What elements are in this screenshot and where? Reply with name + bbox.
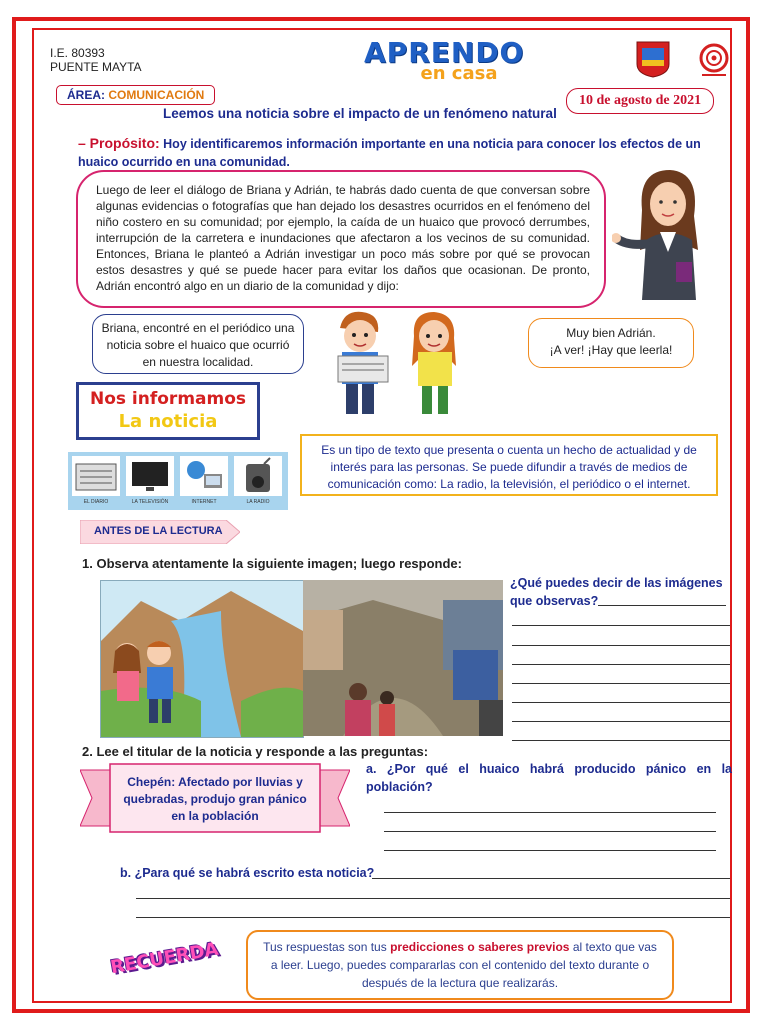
question-1-prompt: ¿Qué puedes decir de las imágenes que observas? [510, 576, 723, 608]
answer-line-2a-1[interactable] [384, 812, 716, 813]
adrian-speech-text: Briana, encontré en el periódico una noticia sobre el huaico que ocurrió en nuestra localidad. [101, 321, 295, 369]
answer-line-2a-3[interactable] [384, 850, 716, 851]
headline-banner [80, 762, 350, 834]
briana-speech-line-2: ¡A ver! ¡Hay que leerla! [549, 343, 673, 357]
kids-reading-illustration [326, 306, 476, 418]
answer-line-1b[interactable] [512, 625, 730, 626]
kids-waterfall-image [100, 580, 304, 738]
answer-line-1g[interactable] [512, 721, 730, 722]
purpose-label: – Propósito: [78, 135, 160, 151]
answer-line-1f[interactable] [512, 702, 730, 703]
media-label-tv: LA TELEVISIÓN [131, 499, 169, 505]
antes-label: ANTES DE LA LECTURA [94, 525, 223, 537]
question-1: 1. Observa atentamente la siguiente imagen; luego responde: [82, 556, 462, 571]
question-2a: a. ¿Por qué el huaico habrá producido pánico en la población? [366, 762, 732, 794]
recuerda-tag: RECUERDA [109, 938, 221, 979]
definition-box [300, 434, 718, 496]
question-2b: b. ¿Para qué se habrá escrito esta noticia? [120, 866, 375, 880]
logo-word-1: APRENDO [364, 36, 525, 69]
answer-line-1c[interactable] [512, 645, 730, 646]
date-badge: 10 de agosto de 2021 [566, 88, 714, 114]
area-label: ÁREA: [67, 88, 105, 102]
answer-line-2b-2[interactable] [136, 898, 730, 899]
adrian-speech-bubble [92, 314, 304, 374]
intro-text: Luego de leer el diálogo de Briana y Adrián, te habrás dado cuenta de que conversan sobre algunas evidencias o fotografías que han dejado los desastres ocurridos en el fenómeno del niño costero en su comunidad; por ejemplo, la caída de un huaico que provocó derrumbes, interrupción de la carretera e inundaciones que afectaron a los vecinos de su comunidad. Entonces, Briana le planteó a Adrián investigar un poco más sobre por qué se provocan estos desastres y qué se puede hacer para evitar los daños que ocasionan. De pronto, Adrián encontró algo en un diario de la comunidad y dijo: [96, 183, 590, 293]
media-strip [68, 452, 288, 510]
huaico-photo [303, 580, 503, 736]
media-label-internet: INTERNET [191, 499, 217, 505]
media-label-radio: LA RADIO [246, 499, 270, 505]
intro-speech-bubble [76, 170, 606, 308]
definition-text: Es un tipo de texto que presenta o cuenta un hecho de actualidad y de interés para las personas. Se puede difundir a través de medios de comunicación como: La radio, la televisión, el periódico o el internet. [321, 443, 697, 491]
purpose-text: Hoy identificaremos información importante en una noticia para conocer los efectos de un huaico ocurrido en una comunidad. [78, 137, 701, 169]
internet-icon [180, 456, 228, 496]
answer-line-1d[interactable] [512, 664, 730, 665]
television-icon [126, 456, 174, 496]
school-code: I.E. 80393 [50, 46, 105, 60]
answer-line-1h[interactable] [512, 740, 730, 741]
answer-line-2b-3[interactable] [136, 917, 730, 918]
la-noticia-heading: La noticia [118, 411, 218, 432]
antes-banner [80, 520, 240, 544]
newspaper-icon [72, 456, 120, 496]
answer-line-2a-2[interactable] [384, 831, 716, 832]
aprendo-logo [364, 36, 525, 84]
briana-speech-bubble [528, 318, 694, 368]
recuerda-text-post: al texto que vas a leer. Luego, puedes compararlas con el contenido del texto durante o después de la lectura que realizarás. [270, 940, 657, 990]
recuerda-text-bold: predicciones o saberes previos [390, 940, 570, 954]
answer-line-2b-1[interactable] [372, 878, 730, 879]
recuerda-box [246, 930, 674, 1000]
answer-line-1e[interactable] [512, 683, 730, 684]
briana-speech-line-1: Muy bien Adrián. [566, 326, 656, 340]
logo-word-2: en casa [420, 63, 498, 84]
teacher-illustration [612, 160, 722, 300]
school-info [50, 46, 142, 74]
headline-text: Chepén: Afectado por lluvias y quebradas, produjo gran pánico en la población [123, 775, 307, 823]
regional-crest-icon [635, 40, 671, 78]
answer-line-1a[interactable] [598, 605, 726, 606]
school-name: PUENTE MAYTA [50, 60, 142, 74]
question-2: 2. Lee el titular de la noticia y responde a las preguntas: [82, 744, 429, 759]
page-title: Leemos una noticia sobre el impacto de un fenómeno natural [163, 106, 557, 121]
nos-informamos-heading: Nos informamos [89, 389, 247, 409]
ugel-logo-icon [696, 42, 732, 78]
area-value: COMUNICACIÓN [108, 88, 205, 102]
recuerda-text-pre: Tus respuestas son tus [263, 940, 391, 954]
media-label-diario: EL DIARIO [83, 499, 109, 505]
area-box [56, 85, 215, 105]
nos-informamos-box [76, 382, 260, 440]
radio-icon [234, 456, 282, 496]
